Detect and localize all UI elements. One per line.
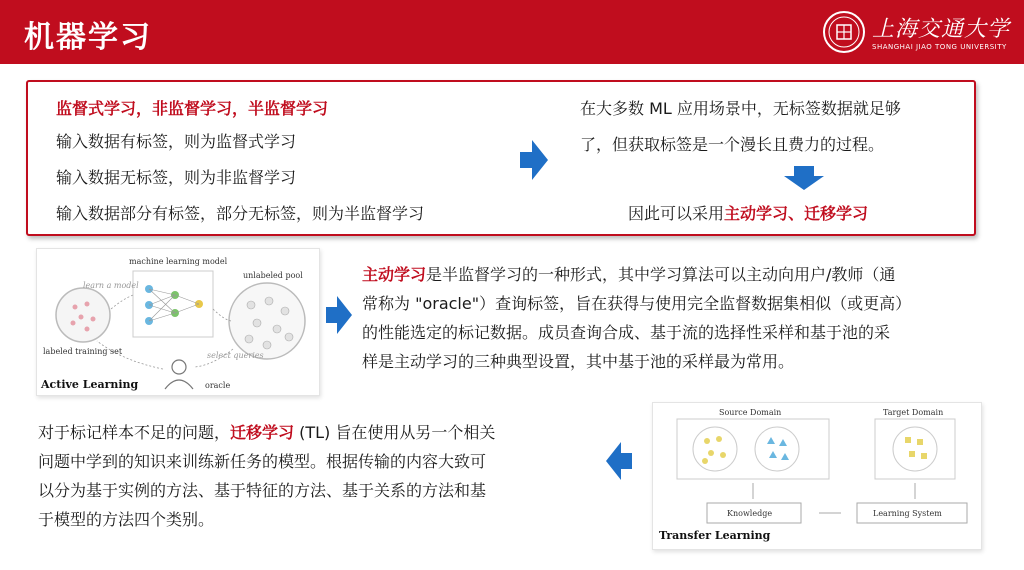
label-cost-line-1: 在大多数 ML 应用场景中，无标签数据就足够 bbox=[580, 99, 901, 118]
transfer-line-4: 于模型的方法四个类别。 bbox=[38, 510, 215, 529]
transfer-learning-caption: Transfer Learning bbox=[659, 529, 771, 542]
transfer-learning-figure bbox=[652, 402, 982, 550]
header-bar bbox=[0, 0, 1024, 64]
learning-types-box bbox=[26, 80, 976, 236]
source-domain-label: Source Domain bbox=[719, 408, 782, 417]
query-label: select queries bbox=[207, 351, 264, 360]
unsupervised-line: 输入数据无标签，则为非监督学习 bbox=[56, 168, 297, 187]
model-label: machine learning model bbox=[129, 257, 228, 266]
label-cost-line-2: 了，但获取标签是一个漫长且费力的过程。 bbox=[580, 135, 885, 154]
right-arrow-icon bbox=[326, 296, 352, 334]
university-seal-logo bbox=[822, 10, 866, 54]
transfer-line-2: 问题中学到的知识来训练新任务的模型。根据传输的内容大致可 bbox=[38, 452, 487, 471]
labeled-set-label: labeled training set bbox=[43, 347, 123, 356]
university-name-cn: 上海交通大学 bbox=[872, 17, 1011, 42]
active-learning-line-4: 样是主动学习的三种典型设置，其中基于池的采样最为常用。 bbox=[362, 352, 795, 371]
active-learning-figure bbox=[36, 248, 320, 396]
transfer-learning-term: 迁移学习 bbox=[230, 423, 295, 442]
transfer-learning-paragraph bbox=[38, 418, 598, 534]
transfer-line-1-prefix: 对于标记样本不足的问题， bbox=[38, 423, 231, 442]
pool-label: unlabeled pool bbox=[243, 271, 303, 280]
knowledge-label: Knowledge bbox=[727, 509, 773, 518]
target-domain-label: Target Domain bbox=[883, 408, 944, 417]
learning-system-label: Learning System bbox=[873, 509, 942, 518]
conclusion-highlight: 主动学习、迁移学习 bbox=[724, 204, 869, 223]
slide-title: 机器学习 bbox=[24, 20, 152, 55]
learning-types-heading: 监督式学习，非监督学习，半监督学习 bbox=[56, 99, 329, 118]
semi-supervised-line: 输入数据部分有标签，部分无标签，则为半监督学习 bbox=[56, 204, 425, 223]
active-learning-paragraph bbox=[362, 260, 1012, 376]
down-arrow-icon bbox=[784, 166, 824, 190]
learn-model-label: learn a model bbox=[83, 281, 139, 290]
right-arrow-icon bbox=[520, 140, 548, 180]
transfer-line-3: 以分为基于实例的方法、基于特征的方法、基于关系的方法和基 bbox=[38, 481, 487, 500]
university-name-en: SHANGHAI JIAO TONG UNIVERSITY bbox=[872, 43, 1007, 51]
active-learning-caption: Active Learning bbox=[41, 378, 139, 391]
active-learning-line-1: 是半监督学习的一种形式，其中学习算法可以主动向用户/教师（通 bbox=[426, 265, 896, 284]
transfer-line-1-suffix: (TL) 旨在使用从另一个相关 bbox=[294, 423, 496, 442]
conclusion-prefix: 因此可以采用 bbox=[628, 204, 725, 223]
active-learning-line-3: 的性能选定的标记数据。成员查询合成、基于流的选择性采样和基于池的采 bbox=[362, 323, 891, 342]
supervised-line: 输入数据有标签，则为监督式学习 bbox=[56, 132, 297, 151]
left-arrow-icon bbox=[606, 442, 632, 480]
conclusion-line bbox=[628, 201, 868, 224]
active-learning-term: 主动学习 bbox=[362, 265, 427, 284]
oracle-label: oracle bbox=[205, 381, 231, 390]
transfer-learning-diagram bbox=[653, 403, 981, 549]
active-learning-line-2: 常称为 "oracle"）查询标签，旨在获得与使用完全监督数据集相似（或更高） bbox=[362, 294, 912, 313]
